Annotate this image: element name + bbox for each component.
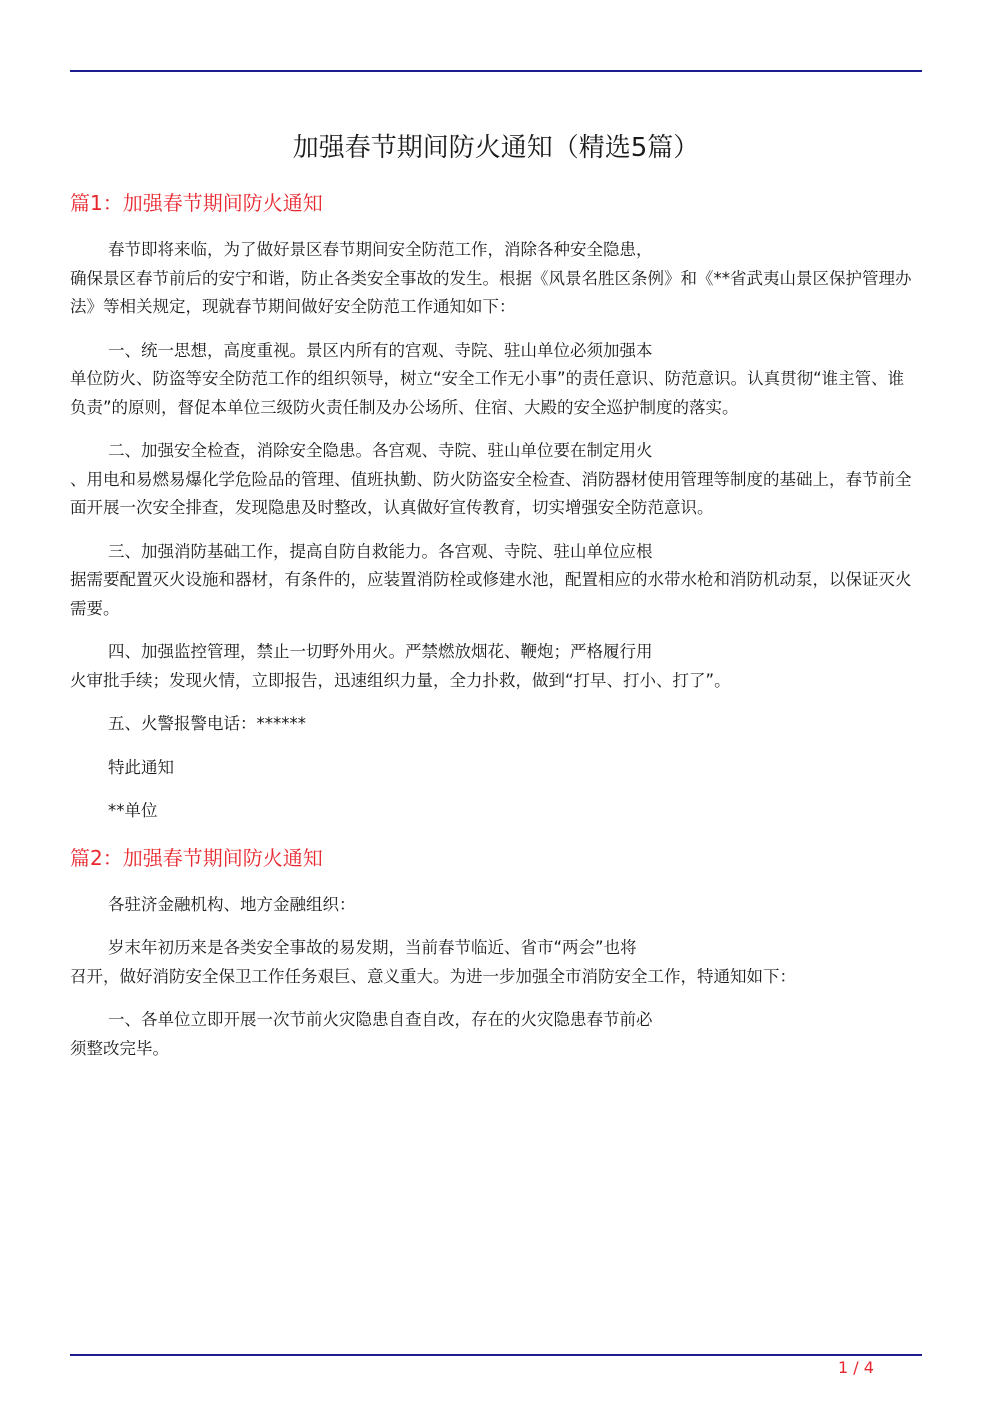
paragraph <box>70 337 920 423</box>
paragraph-rest: 据需要配置灭火设施和器材，有条件的，应装置消防栓或修建水池，配置相应的水带水枪和消防机动泵，以保证灭火需要。 <box>70 570 912 618</box>
paragraph-lead: 一、统一思想，高度重视。景区内所有的宫观、寺院、驻山单位必须加强本 <box>108 340 653 360</box>
paragraph <box>70 538 920 624</box>
paragraph <box>70 934 920 991</box>
paragraph-lead: 特此通知 <box>108 757 174 777</box>
section-heading: 篇1：加强春节期间防火通知 <box>70 191 323 215</box>
paragraph-lead: 岁末年初历来是各类安全事故的易发期，当前春节临近、省市“两会”也将 <box>108 938 637 957</box>
header-rule <box>70 70 922 72</box>
document-body <box>70 186 920 1078</box>
page-number: 1 / 4 <box>838 1358 874 1377</box>
paragraph-rest: 召开，做好消防安全保卫工作任务艰巨、意义重大。为进一步加强全市消防安全工作，特通知如下： <box>70 966 796 986</box>
paragraph <box>70 236 920 322</box>
paragraph-rest: 须整改完毕。 <box>70 1038 169 1058</box>
paragraph-lead: 各驻济金融机构、地方金融组织： <box>108 894 356 914</box>
paragraph <box>70 638 920 695</box>
paragraph-lead: 一、各单位立即开展一次节前火灾隐患自查自改，存在的火灾隐患春节前必 <box>108 1010 653 1029</box>
paragraph <box>70 754 920 783</box>
paragraph <box>70 437 920 523</box>
paragraph-lead: 四、加强监控管理，禁止一切野外用火。严禁燃放烟花、鞭炮；严格履行用 <box>108 642 653 661</box>
paragraph <box>70 891 920 920</box>
paragraph-lead: 二、加强安全检查，消除安全隐患。各宫观、寺院、驻山单位要在制定用火 <box>108 441 653 460</box>
section-heading: 篇2：加强春节期间防火通知 <box>70 845 323 870</box>
paragraph-lead: 春节即将来临，为了做好景区春节期间安全防范工作，消除各种安全隐患， <box>108 240 653 259</box>
footer-rule <box>70 1354 922 1356</box>
paragraph-lead: 五、火警报警电话：****** <box>108 714 306 733</box>
paragraph-rest: 火审批手续；发现火情，立即报告，迅速组织力量，全力扑救，做到“打早、打小、打了”。 <box>70 670 731 690</box>
paragraph-lead: **单位 <box>108 801 158 820</box>
paragraph <box>70 710 920 739</box>
paragraph <box>70 1006 920 1063</box>
paragraph-rest: 、用电和易燃易爆化学危险品的管理、值班执勤、防火防盗安全检查、消防器材使用管理等制度的基础上，春节前全面开展一次安全排查，发现隐患及时整改，认真做好宣传教育，切实增强安全防范意识。 <box>70 469 912 517</box>
paragraph <box>70 797 920 826</box>
paragraph-rest: 单位防火、防盗等安全防范工作的组织领导，树立“安全工作无小事”的责任意识、防范意识。认真贯彻“谁主管、谁负责”的原则，督促本单位三级防火责任制及办公场所、住宿、大殿的安全巡护制度的落实。 <box>70 369 905 417</box>
paragraph-rest: 确保景区春节前后的安宁和谐，防止各类安全事故的发生。根据《风景名胜区条例》和《**省武夷山景区保护管理办法》等相关规定，现就春节期间做好安全防范工作通知如下： <box>70 268 912 316</box>
page-title: 加强春节期间防火通知（精选5篇） <box>292 133 700 163</box>
paragraph-lead: 三、加强消防基础工作，提高自防自救能力。各宫观、寺院、驻山单位应根 <box>108 541 653 561</box>
